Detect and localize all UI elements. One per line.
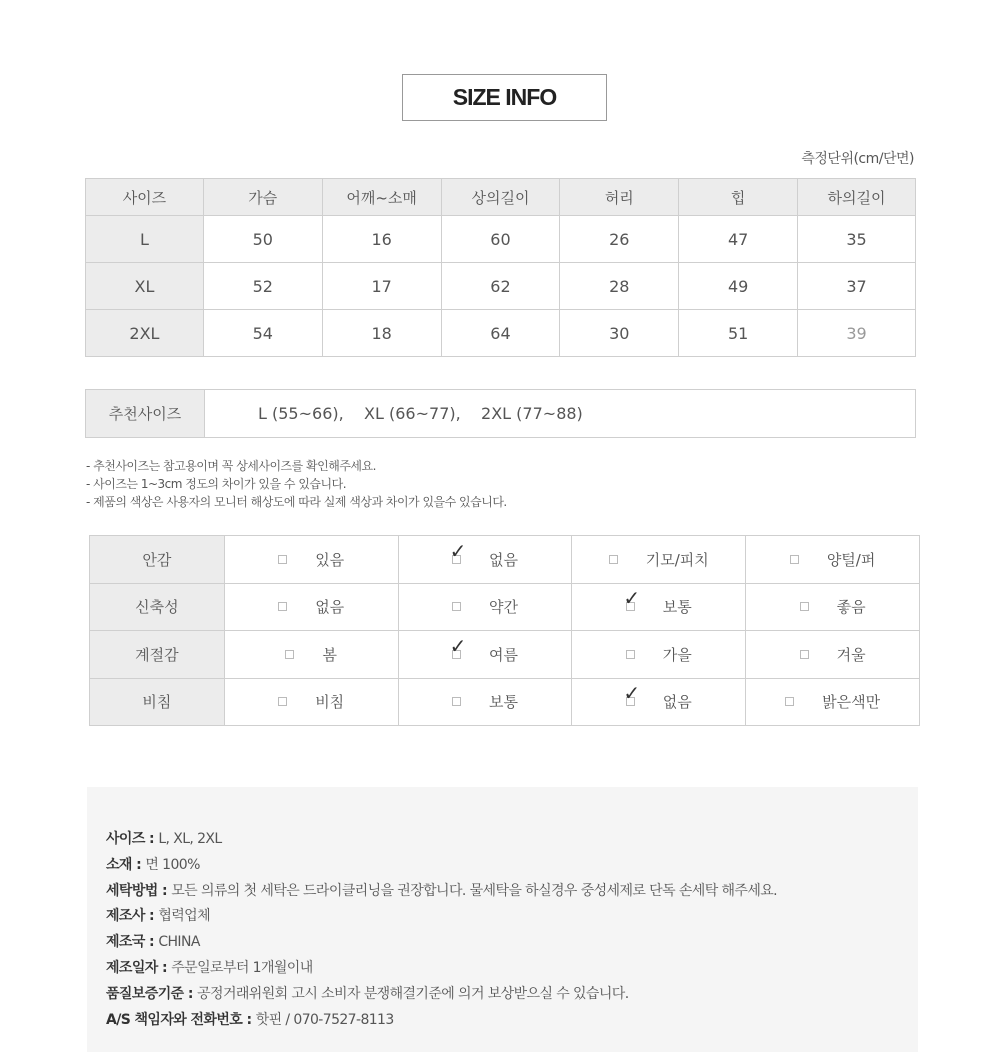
table-cell: 54 xyxy=(203,310,322,357)
table-cell: 51 xyxy=(679,310,798,357)
table-cell: 30 xyxy=(560,310,679,357)
info-line xyxy=(106,930,918,956)
table-cell: 17 xyxy=(322,263,441,310)
info-separator: : xyxy=(157,882,172,899)
page-title: SIZE INFO xyxy=(402,74,607,121)
note-line: - 제품의 색상은 사용자의 모니터 해상도에 따라 실제 색상과 차이가 있을수 있습니다. xyxy=(86,495,507,509)
size-label: 2XL xyxy=(86,310,204,357)
info-key: 제조사 xyxy=(106,908,145,925)
note-line: - 사이즈는 1~3cm 정도의 차이가 있을 수 있습니다. xyxy=(86,477,347,491)
recommend-size-box xyxy=(85,389,916,438)
info-line xyxy=(106,827,918,853)
feature-option[interactable] xyxy=(224,536,398,584)
table-cell: 50 xyxy=(203,216,322,263)
table-row xyxy=(86,310,916,357)
table-cell: 16 xyxy=(322,216,441,263)
checkbox[interactable] xyxy=(785,697,794,706)
checkbox[interactable] xyxy=(278,697,287,706)
feature-option[interactable] xyxy=(398,678,572,726)
size-table-header xyxy=(86,179,916,216)
info-line xyxy=(106,982,918,1008)
feature-row xyxy=(90,678,920,726)
checkbox[interactable] xyxy=(278,602,287,611)
check-mark-icon: ✓ xyxy=(623,586,641,611)
feature-label: 신축성 xyxy=(90,583,225,631)
header-cell: 사이즈 xyxy=(86,179,204,216)
info-key: 소재 xyxy=(106,856,132,873)
feature-option[interactable] xyxy=(224,583,398,631)
product-info-box xyxy=(87,787,918,1052)
recommend-size-value: L (55~66), XL (66~77), 2XL (77~88) xyxy=(258,404,583,423)
option-label: 좋음 xyxy=(836,598,866,617)
table-cell: 26 xyxy=(560,216,679,263)
header-cell: 상의길이 xyxy=(441,179,560,216)
info-separator: : xyxy=(131,856,146,873)
option-label: 없음 xyxy=(488,550,518,569)
table-cell: 35 xyxy=(798,216,916,263)
feature-table xyxy=(89,535,920,726)
info-separator: : xyxy=(242,1011,256,1028)
size-table xyxy=(85,178,916,357)
table-cell: 28 xyxy=(560,263,679,310)
feature-row xyxy=(90,536,920,584)
feature-option[interactable] xyxy=(572,631,746,679)
checkbox[interactable] xyxy=(452,697,461,706)
feature-option[interactable] xyxy=(224,631,398,679)
info-separator: : xyxy=(144,831,159,847)
header-cell: 가슴 xyxy=(203,179,322,216)
info-separator: : xyxy=(144,934,159,951)
table-cell: 37 xyxy=(798,263,916,310)
table-row xyxy=(86,216,916,263)
info-value: 핫핀 / 070-7527-8113 xyxy=(255,1011,394,1028)
table-cell: 18 xyxy=(322,310,441,357)
table-cell: 62 xyxy=(441,263,560,310)
info-separator: : xyxy=(144,908,159,925)
checkbox[interactable] xyxy=(626,650,635,659)
option-label: 봄 xyxy=(322,645,337,664)
info-key: 제조일자 xyxy=(106,959,158,976)
table-cell: 64 xyxy=(441,310,560,357)
option-label: 밝은색만 xyxy=(822,693,881,712)
info-key: A/S 책임자와 전화번호 xyxy=(106,1011,243,1028)
info-value: 면 100% xyxy=(145,856,200,873)
table-row xyxy=(86,263,916,310)
option-label: 없음 xyxy=(315,598,345,617)
info-key: 품질보증기준 xyxy=(106,985,184,1002)
info-line xyxy=(106,904,918,930)
note-line: - 추천사이즈는 참고용이며 꼭 상세사이즈를 확인해주세요. xyxy=(86,459,376,473)
header-cell: 허리 xyxy=(560,179,679,216)
feature-option[interactable] xyxy=(398,536,572,584)
option-label: 기모/피치 xyxy=(645,550,709,569)
info-key: 제조국 xyxy=(106,934,145,951)
table-cell: 60 xyxy=(441,216,560,263)
info-separator: : xyxy=(157,959,172,976)
table-cell: 52 xyxy=(203,263,322,310)
check-mark-icon: ✓ xyxy=(623,681,641,706)
feature-option[interactable] xyxy=(398,583,572,631)
size-label: L xyxy=(86,216,204,263)
option-label: 겨울 xyxy=(836,645,866,664)
check-mark-icon: ✓ xyxy=(449,633,467,658)
info-separator: : xyxy=(183,985,198,1002)
info-line xyxy=(106,1008,918,1034)
feature-row xyxy=(90,583,920,631)
feature-option[interactable] xyxy=(398,631,572,679)
info-value: 협력업체 xyxy=(158,908,211,925)
option-label: 없음 xyxy=(662,693,692,712)
option-label: 가을 xyxy=(662,645,692,664)
check-mark-icon: ✓ xyxy=(449,538,467,563)
info-value: 모든 의류의 첫 세탁은 드라이클리닝을 권장합니다. 물세탁을 하실경우 중성세제로 단독 손세탁 해주세요. xyxy=(171,882,778,899)
notes xyxy=(86,457,507,511)
feature-option[interactable] xyxy=(746,678,920,726)
feature-label: 안감 xyxy=(90,536,225,584)
feature-option[interactable] xyxy=(572,536,746,584)
feature-option[interactable] xyxy=(224,678,398,726)
option-label: 비침 xyxy=(315,693,345,712)
info-value: 공정거래위원회 고시 소비자 분쟁해결기준에 의거 보상받으실 수 있습니다. xyxy=(197,985,629,1002)
size-label: XL xyxy=(86,263,204,310)
table-cell: 47 xyxy=(679,216,798,263)
feature-option[interactable] xyxy=(746,583,920,631)
checkbox[interactable] xyxy=(800,602,809,611)
option-label: 양털/퍼 xyxy=(826,550,876,569)
option-label: 보통 xyxy=(662,598,692,617)
feature-option[interactable] xyxy=(572,583,746,631)
checkbox[interactable] xyxy=(452,602,461,611)
checkbox[interactable] xyxy=(285,650,294,659)
info-value: 주문일로부터 1개월이내 xyxy=(171,959,313,976)
feature-option[interactable] xyxy=(746,536,920,584)
checkbox[interactable] xyxy=(790,555,799,564)
info-line xyxy=(106,879,918,905)
feature-label: 비침 xyxy=(90,678,225,726)
info-value: CHINA xyxy=(158,934,200,951)
checkbox[interactable] xyxy=(278,555,287,564)
feature-row xyxy=(90,631,920,679)
header-cell: 하의길이 xyxy=(798,179,916,216)
info-key: 세탁방법 xyxy=(106,882,158,899)
feature-option[interactable] xyxy=(572,678,746,726)
feature-option[interactable] xyxy=(746,631,920,679)
option-label: 보통 xyxy=(488,693,518,712)
option-label: 여름 xyxy=(488,645,518,664)
info-line xyxy=(106,956,918,982)
unit-note: 측정단위(cm/단면) xyxy=(801,151,914,167)
info-value: L, XL, 2XL xyxy=(158,831,222,847)
header-cell: 어깨~소매 xyxy=(322,179,441,216)
info-key: 사이즈 xyxy=(106,831,145,847)
header-cell: 힙 xyxy=(679,179,798,216)
info-line xyxy=(106,853,918,879)
checkbox[interactable] xyxy=(800,650,809,659)
feature-label: 계절감 xyxy=(90,631,225,679)
checkbox[interactable] xyxy=(609,555,618,564)
table-cell: 39 xyxy=(798,310,916,357)
recommend-size-label: 추천사이즈 xyxy=(86,390,205,437)
option-label: 약간 xyxy=(488,598,518,617)
table-cell: 49 xyxy=(679,263,798,310)
option-label: 있음 xyxy=(315,550,345,569)
